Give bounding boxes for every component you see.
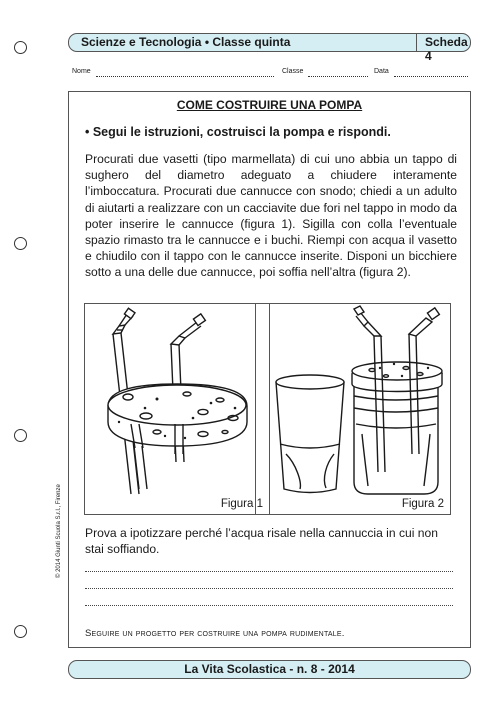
subject-label: Scienze e Tecnologia • Classe quinta [81, 35, 291, 49]
question-text: Prova a ipotizzare perché l’acqua risale nella cannuccia in cui non stai soffiando. [85, 526, 438, 557]
objective-note: Seguire un progetto per costruire una pompa rudimentale. [85, 628, 345, 639]
instruction: • Segui le istruzioni, costruisci la pompa e rispondi. [85, 125, 391, 139]
name-field[interactable] [96, 68, 274, 77]
class-label: Classe [282, 68, 304, 75]
answer-line[interactable] [85, 570, 453, 572]
figure-1-caption: Figura 1 [220, 498, 263, 510]
binder-hole-top [14, 41, 27, 54]
instructions-paragraph: Procurati due vasetti (tipo marmellata) di cui uno abbia un tappo di sughero del diametro adeguato a chiudere interamente l’imboccatura. Procurati due cannucce con snodo; chiedi a un adulto di aiutarti a realizzare con un cacciavite due fori nel tappo in modo da poter inserire le cannucce (figura 1). Sigilla con colla l’eventuale spazio rimasto tra le cannucce e i buchi. Riempi con acqua il vasetto e chiudilo con il tappo con le cannucce inserite. Disponi un bicchiere sotto a una delle due cannucce, poi soffia nell’altra (figura 2). [85, 152, 457, 280]
class-field[interactable] [308, 68, 368, 77]
footer-bar: La Vita Scolastica - n. 8 - 2014 [68, 660, 471, 679]
binder-hole-lower-middle [14, 429, 27, 442]
sheet-label: Scheda 4 [425, 35, 468, 63]
date-label: Data [374, 68, 389, 75]
jar-glass-illustration [256, 304, 450, 514]
answer-line[interactable] [85, 587, 453, 589]
binder-hole-upper-middle [14, 237, 27, 250]
header-divider [416, 34, 417, 51]
figure-2-panel [255, 303, 451, 515]
page-title: COME COSTRUIRE UNA POMPA [176, 98, 363, 112]
header-bar [68, 33, 471, 63]
name-label: Nome [72, 68, 91, 75]
student-fields [72, 68, 468, 80]
copyright-note: © 2014 Giunti Scuola S.r.l., Firenze [56, 484, 62, 578]
cork-straws-illustration [85, 304, 269, 514]
worksheet-frame [68, 91, 471, 648]
binder-hole-bottom [14, 625, 27, 638]
figure-2-caption: Figura 2 [401, 498, 444, 510]
answer-line[interactable] [85, 604, 453, 606]
date-field[interactable] [394, 68, 468, 77]
figure-1-panel [84, 303, 270, 515]
